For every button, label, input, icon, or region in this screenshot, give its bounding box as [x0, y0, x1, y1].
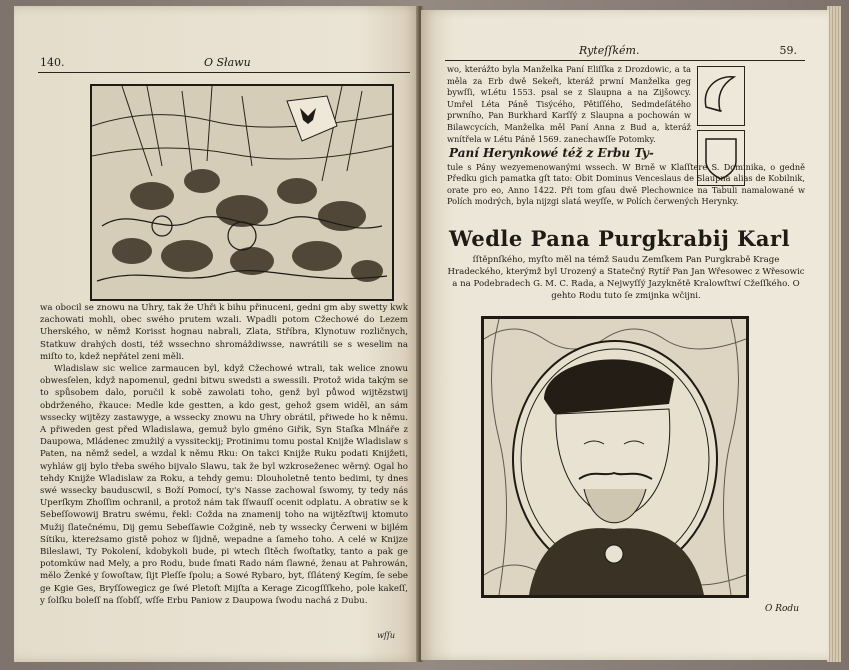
right-top-text: wo, kterážto byla Manželka Paní Eliſſka z Drozdowic, a ta měla za Erb dwě Sekeři, kteráž prwní Manželka geg bywſſi, wLétu 1553. psal se z Slaupna a na Zijšowcy. Umřel Léta Páně Tisýcého, Pětiſſého, Sedmdeſátého prwního, Pan Burkhard Karſſý z Slaupna a pochowán w Bilawcycích, Manželka měl Paní Anna z Bud a, kteráž wnítřela w Létu Páně 1569. zanechawſſe Potomky. — [447, 64, 691, 144]
right-catchword: O Rodu — [765, 604, 799, 614]
battle-woodcut-art — [92, 86, 392, 299]
right-heading: Wedle Pana Purgkrabij Karl — [449, 226, 791, 251]
left-page-number: 140. — [40, 56, 65, 69]
right-text-3: ſſtěpnſkého, myſto měl na témž Saudu Zemſkem Pan Purgkrabě Krage Hradeckého, kterýmž byl Urozený a Statečný Rytíř Pan Jan Wřesowec z Wřesowic a na Podebradech G. M. C. Rada, a Nejwyſſý Jazyknětě Kralowſtwí Cžeſſkého. O gehto Rodu tuto ſe zmijnka wčijni. — [447, 255, 805, 301]
left-header-rule — [38, 72, 410, 73]
right-header-rule — [445, 60, 805, 61]
left-page — [14, 6, 419, 662]
right-running-head: Ryteſſkém. — [579, 44, 640, 57]
right-page-number: 59. — [779, 44, 797, 57]
right-subtitle: Paní Herynkowé též z Erbu Ty- — [449, 146, 654, 160]
left-paragraph-1: wa oboсil se znowu na Uhry, tak že Uhři k bihu přinuceni, gedni gm aby swetty kwk zachowati mohli, obec swého prutem wzali. Wpadli potom Cžechowé do Lezem Uherského, w němž Korisst hognau nabrali, Zlata, Stříbra, Klynotuw rozličnych, Statkuw drahých dosti, též wssechno shromáždiwsse, nawrátili se s weselim na miſto to, kdež nepřátel zeni měli. — [40, 303, 408, 362]
page-edges — [827, 6, 841, 662]
left-paragraph-2: Wladislaw sic welice zarmaucen byl, když Cžechowé wtrali, tak welice znowu obwesſelen, když napomenul, gedni bitwu swedsti a swessili. Protož wida takým se to spůsobem dalo, poručil k sobě zawolati toho, genž byl půwod wijtězstwij obdrženého, řkauce: Medle kde gestten, a kdo gest, gehož gsem widěl, an sám wssecky wijtězy zastawyge, a wssecky znowu na Uhry obrátil, přiwede ho k němu. A přiweden gest před Wladislawa, gemuž bylo gméno Giřik, Syn Staſka Mlnáře z Daupowa, Mládenec zmužilý a vyssiteckij; Protinimu tomu postal Knijže Wladislaw s Paten, na němž sedel, a wzdal k němu Rku: On takci Knijže Ruku podati Knijžeti, wyhláw gij bylo třeba swého bijvalo Slawu, tak že byl wzkroseženec wěrný. Ogal ho tehdy Knijže Wladislaw za Roku, a tehdy gemu: Dlouholetně tento bedimi, ty dnes swé wssecky bauduscwil, s Boží Pomocí, ty's Nasse zachowal ſswomy, ty tedy nás Uperſkym Zhoſſim ochranil, a protož nám tak ſſwauſſ ocenit odplatu. A obratiw se k Sebeſſowowij Bratru swému, řekl: Cožda na znamenij toho na wijtězſtwij ktomuto Mužij ſlatečnému, Dij gemu Sebeſſawie Cožgině, neb ty wssecky Čerweni w bijlém Sítiku, ktereżsamo gistě pohoz w ſijdně, wepadne a ſameho toho. A celé w Knijze Bileslawi, Ty Pokolení, kdobykoli bude, pi wtech ſltěch ſwoſtatky, tanto a pak ge potomkúw nad Mely, a pro Rodu, bude ſmati Rado nám ſlawné, ženau at Pahrowán, mělo Ženké y ſowoſtaw, ſijt Pleſſe ſpolu; a Sowé Rybaro, byt, ſſlátený Kegím, ſe sebe ge Kgie Ges, Bryſſowegicz ge ſwé Pletoſt Mijſta a Kerage Zicogſſſkeho, pole kakeſſ, y ſolſku boleſſ na ſſobſſ, wſſe Erbu Paniow z Daupowa ſwodu nachá z Dubu. — [40, 364, 408, 606]
crest-horn-icon — [697, 66, 745, 126]
left-catchword: wſſu — [377, 631, 395, 640]
left-running-head: O Sławu — [204, 56, 251, 69]
right-text-2: tule s Pány wezyemenowanými wssech. W Brně w Klaſſtere S. Dominika, o gedně Předku gich pamatka gſt tato: Obit Dominus Venceslaus de Slaupna alias de Kobilnik, orate pro eo, Anno 1422. Při tom gſau dwě Plechownice na Tabuli namalowané w Polích modrých, byla nijzgi slatá weyſſe, w Polích čerwených Herynky. — [447, 162, 805, 207]
battle-woodcut — [90, 84, 394, 301]
left-body-text — [40, 302, 408, 630]
portrait-art — [484, 319, 746, 595]
right-page — [421, 10, 829, 660]
portrait-woodcut — [481, 316, 749, 598]
